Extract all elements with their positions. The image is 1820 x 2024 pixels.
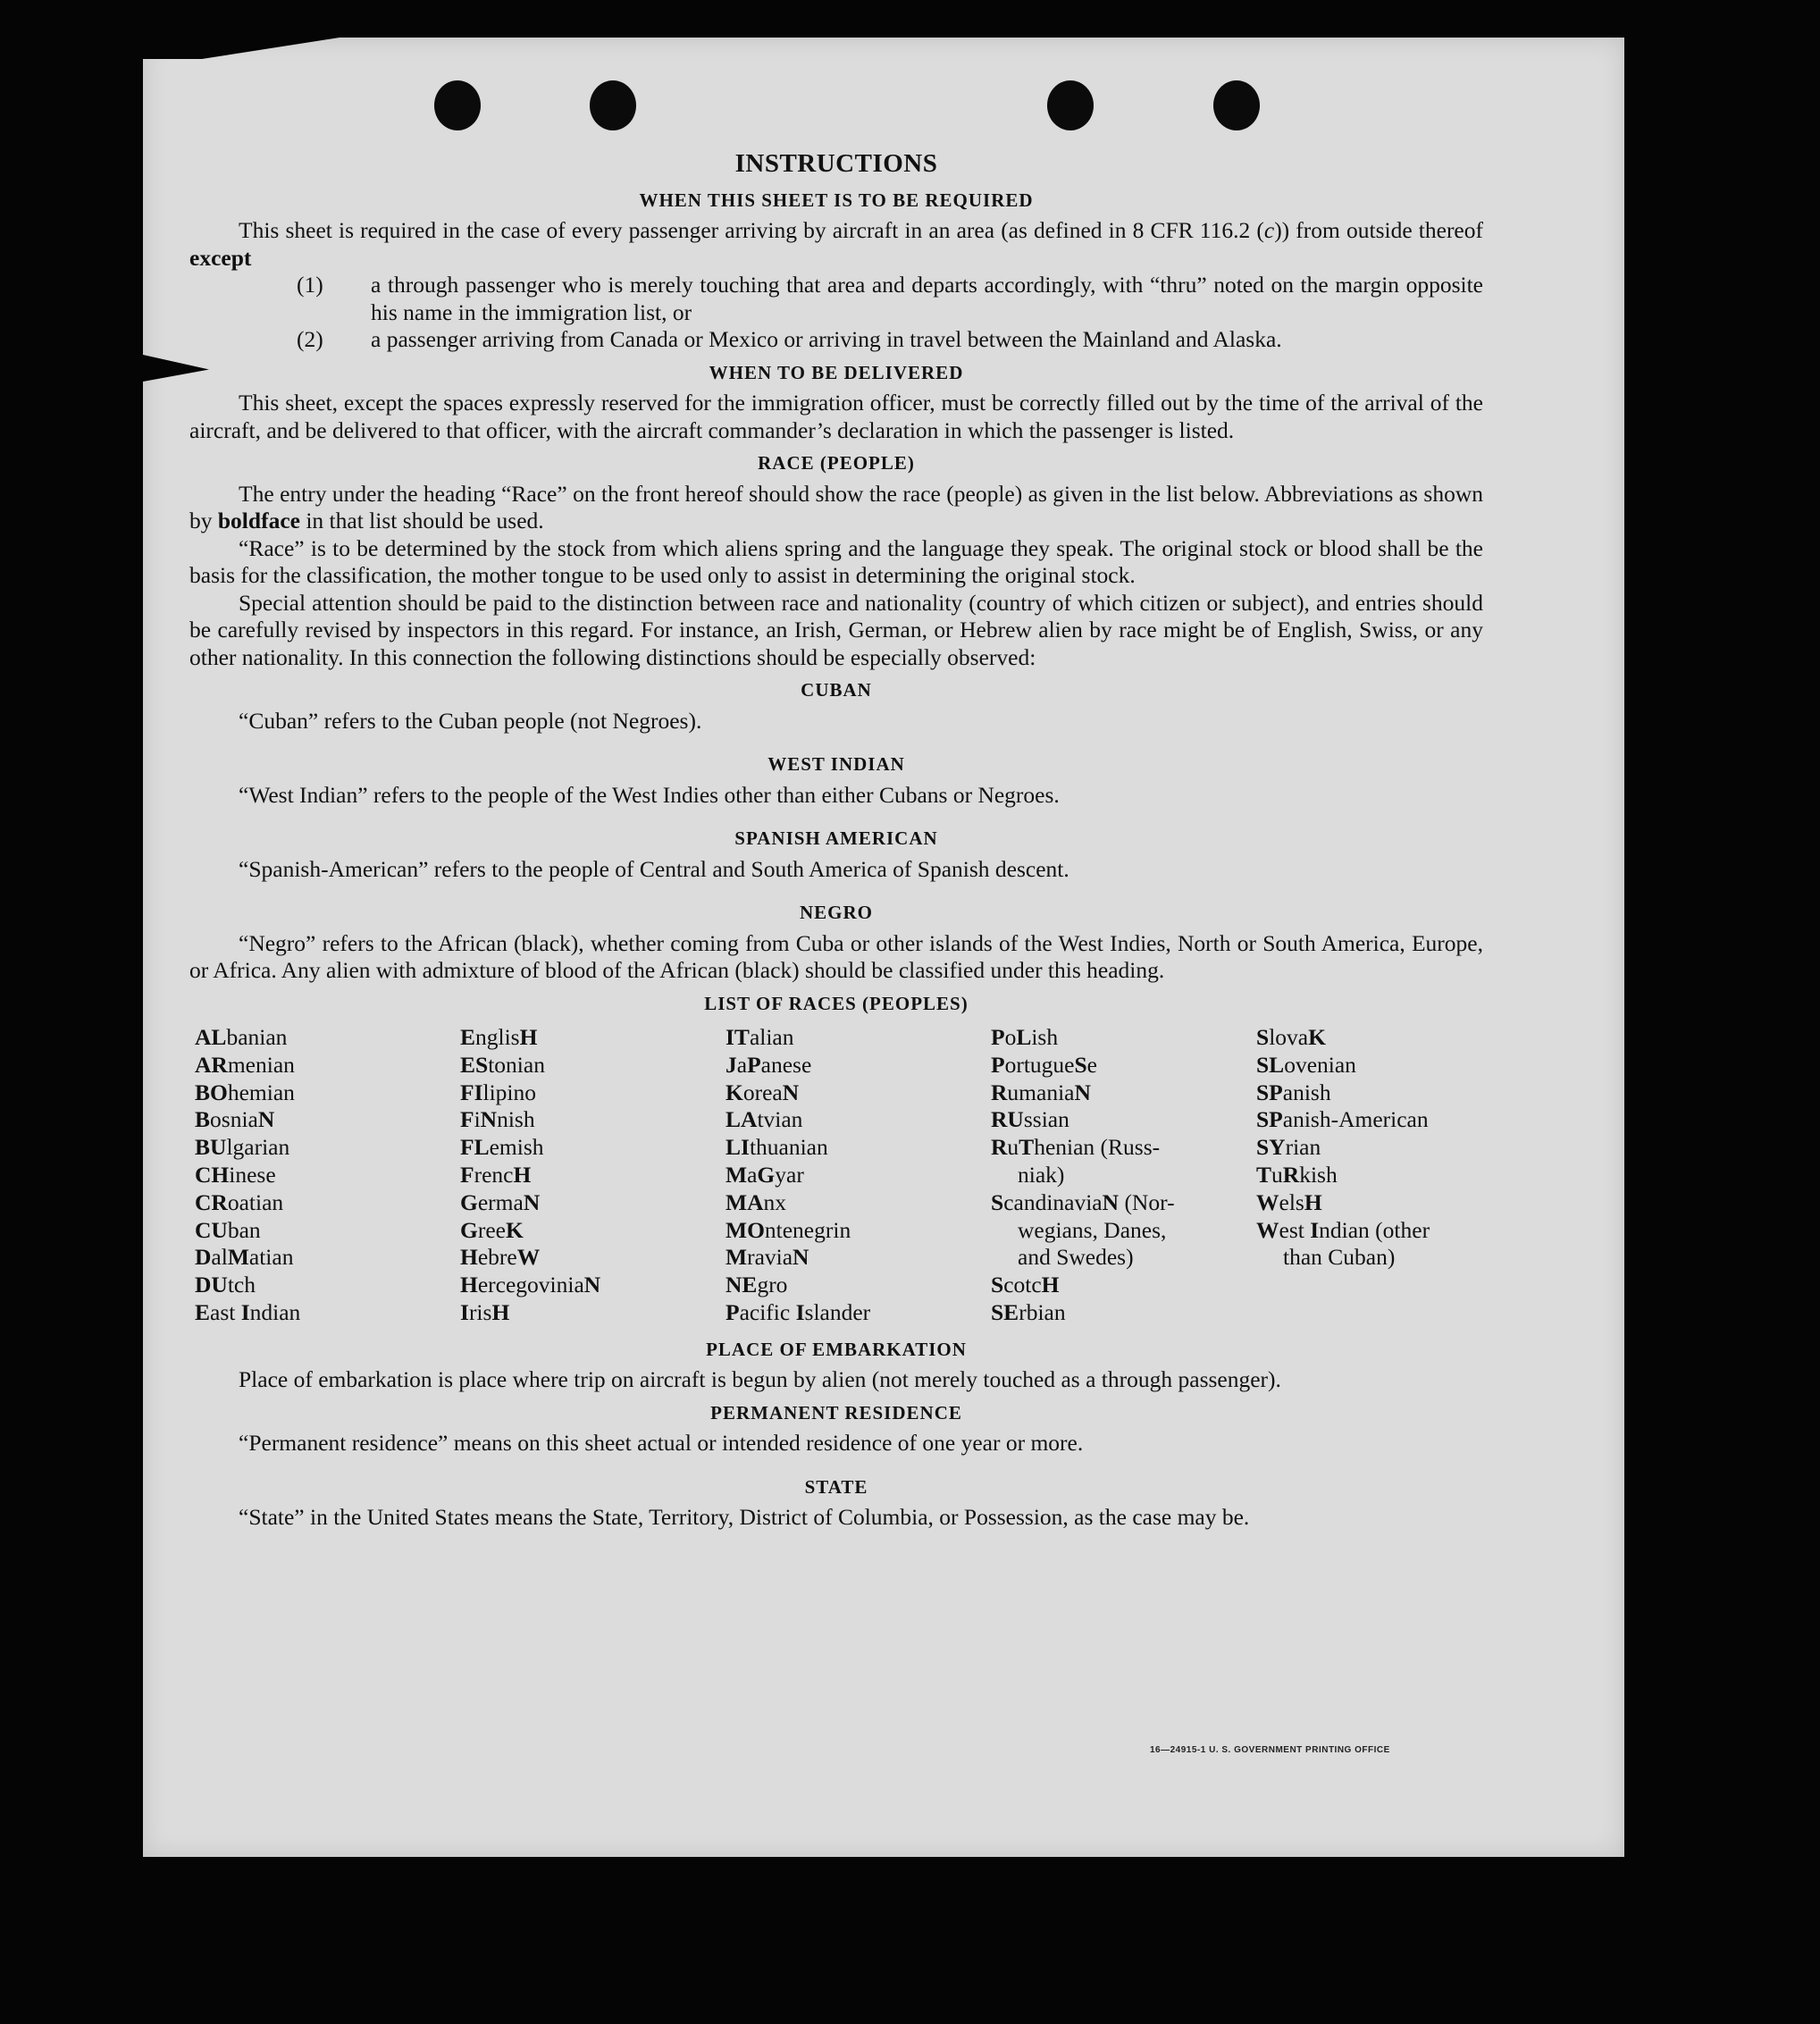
race-entry: DUtch — [195, 1272, 256, 1298]
races-column — [195, 1024, 460, 1327]
race-entry: CRoatian — [195, 1188, 284, 1215]
races-list — [195, 1024, 1483, 1327]
punch-hole — [590, 80, 636, 130]
heading-negro: NEGRO — [799, 902, 873, 923]
heading-spanish-american: SPANISH AMERICAN — [734, 827, 938, 849]
heading-residence: PERMANENT RESIDENCE — [710, 1401, 962, 1424]
race-entry: LAtvian — [725, 1106, 803, 1133]
race-entry: niak) — [1018, 1161, 1065, 1188]
race-entry: JaPanese — [725, 1051, 812, 1078]
race-entry: and Swedes) — [1018, 1244, 1134, 1271]
race-entry: EStonian — [460, 1051, 545, 1078]
paragraph-residence: “Permanent residence” means on this sheet actual or intended residence of one year or more. — [239, 1430, 1084, 1457]
race-entry: SLovenian — [1256, 1051, 1356, 1078]
race-entry: ScandinaviaN (Nor- — [991, 1188, 1175, 1215]
race-entry: WelsH — [1256, 1188, 1322, 1215]
exception-item-2: (2) a passenger arriving from Canada or Mexico or arriving in travel between the Mainland and Alaska. — [297, 326, 1282, 352]
printer-imprint: 16—24915-1 U. S. GOVERNMENT PRINTING OFFICE — [1150, 1745, 1390, 1755]
race-entry: Pacific Islander — [725, 1298, 871, 1325]
race-entry: PortugueSe — [991, 1051, 1097, 1078]
race-entry: ARmenian — [195, 1051, 295, 1078]
race-entry: SErbian — [991, 1298, 1066, 1325]
page-tear — [143, 38, 340, 59]
race-entry: TuRkish — [1256, 1161, 1338, 1188]
paragraph-delivered: This sheet, except the spaces expressly reserved for the immigration officer, must be correctly filled out by the time of the arrival of the aircraft, and be delivered to that officer, with the aircraft commander’s declaration in which the passenger is listed. — [189, 390, 1483, 443]
race-entry: KoreaN — [725, 1079, 800, 1105]
paragraph-race-3: Special attention should be paid to the distinction between race and nationality (country of which citizen or subject), and entries should be carefully revised by inspectors in this regard. For instance, an Irish, German, or Hebrew alien by race might be of English, Swiss, or any other nationality. In this connection the following distinctions should be especially observed: — [189, 589, 1483, 670]
heading-state: STATE — [804, 1475, 868, 1498]
races-column — [991, 1024, 1256, 1327]
heading-when-required: WHEN THIS SHEET IS TO BE REQUIRED — [639, 189, 1034, 211]
punch-hole — [434, 80, 481, 130]
punch-hole — [1047, 80, 1094, 130]
paragraph-required: This sheet is required in the case of every passenger arriving by aircraft in an area (as defined in 8 CFR 116.2 (c)) from outside thereof except — [189, 217, 1483, 271]
race-entry: BOhemian — [195, 1079, 295, 1105]
race-entry: SPanish-American — [1256, 1106, 1429, 1133]
race-entry: than Cuban) — [1283, 1244, 1396, 1271]
document-title: INSTRUCTIONS — [734, 149, 938, 178]
race-entry: ScotcH — [991, 1272, 1060, 1298]
race-entry: HebreW — [460, 1244, 541, 1271]
race-entry: EnglisH — [460, 1024, 538, 1050]
race-entry: DalMatian — [195, 1244, 294, 1271]
race-entry: GreeK — [460, 1216, 524, 1243]
heading-cuban: CUBAN — [801, 679, 872, 701]
race-entry: FLemish — [460, 1134, 544, 1161]
race-entry: RumaniaN — [991, 1079, 1091, 1105]
race-entry: ITalian — [725, 1024, 794, 1050]
race-entry: West Indian (other — [1256, 1216, 1430, 1243]
race-entry: NEgro — [725, 1272, 788, 1298]
race-entry: SPanish — [1256, 1079, 1331, 1105]
race-entry: FrencH — [460, 1161, 532, 1188]
race-entry: GermaN — [460, 1188, 541, 1215]
race-entry: RuThenian (Russ- — [991, 1134, 1161, 1161]
punch-hole — [1213, 80, 1260, 130]
race-entry: FiNnish — [460, 1106, 535, 1133]
race-entry: MAnx — [725, 1188, 786, 1215]
race-entry: ALbanian — [195, 1024, 288, 1050]
paragraph-race-2: “Race” is to be determined by the stock from which aliens spring and the language they speak. The original stock or blood shall be the basis for the classification, the mother tongue to be used only to assist in determining the original stock. — [189, 534, 1483, 588]
race-entry: HercegoviniaN — [460, 1272, 601, 1298]
document-content — [189, 150, 1483, 1532]
race-entry: PoLish — [991, 1024, 1059, 1050]
race-entry: MOntenegrin — [725, 1216, 851, 1243]
race-entry: MraviaN — [725, 1244, 809, 1271]
paragraph-west-indian: “West Indian” refers to the people of the West Indies other than either Cubans or Negroes. — [239, 781, 1060, 808]
paragraph-state: “State” in the United States means the State, Territory, District of Columbia, or Possession, as the case may be. — [239, 1504, 1250, 1531]
race-entry: SYrian — [1256, 1134, 1321, 1161]
race-entry: LIthuanian — [725, 1134, 828, 1161]
heading-embarkation: PLACE OF EMBARKATION — [706, 1338, 967, 1360]
races-column — [460, 1024, 725, 1327]
paragraph-race-1: The entry under the heading “Race” on the front hereof should show the race (people) as given in the list below. Abbreviations as shown by boldface in that list should be used. — [189, 480, 1483, 533]
race-entry: CHinese — [195, 1161, 276, 1188]
race-entry: FIlipino — [460, 1079, 537, 1105]
heading-race: RACE (PEOPLE) — [758, 452, 915, 474]
races-column — [725, 1024, 991, 1327]
heading-list-of-races: LIST OF RACES (PEOPLES) — [704, 992, 969, 1014]
heading-west-indian: WEST INDIAN — [767, 753, 905, 775]
race-entry: wegians, Danes, — [1018, 1216, 1167, 1243]
race-entry: MaGyar — [725, 1161, 804, 1188]
heading-when-delivered: WHEN TO BE DELIVERED — [709, 361, 964, 383]
race-entry: SlovaK — [1256, 1024, 1326, 1050]
exception-item-1: (1) a through passenger who is merely touching that area and departs accordingly, with “thru” noted on the margin opposite his name in the immigration list, or — [297, 272, 1483, 325]
paragraph-spanish-american: “Spanish-American” refers to the people of Central and South America of Spanish descent. — [239, 855, 1069, 882]
paragraph-negro: “Negro” refers to the African (black), whether coming from Cuba or other islands of the West Indies, North or South America, Europe, or Africa. Any alien with admixture of blood of the African (black) should be classified under this heading. — [189, 929, 1483, 983]
races-column — [1256, 1024, 1522, 1327]
race-entry: East Indian — [195, 1298, 301, 1325]
paragraph-embarkation: Place of embarkation is place where trip on aircraft is begun by alien (not merely touched as a through passenger). — [239, 1366, 1281, 1393]
race-entry: BosniaN — [195, 1106, 275, 1133]
race-entry: CUban — [195, 1216, 261, 1243]
race-entry: RUssian — [991, 1106, 1069, 1133]
paragraph-cuban: “Cuban” refers to the Cuban people (not Negroes). — [239, 707, 702, 734]
race-entry: IrisH — [460, 1298, 510, 1325]
race-entry: BUlgarian — [195, 1134, 290, 1161]
